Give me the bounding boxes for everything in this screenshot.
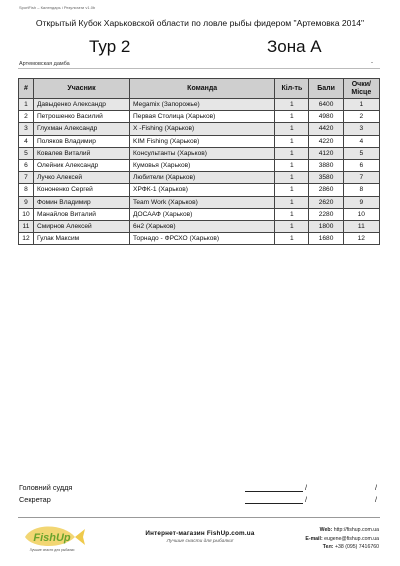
results-table	[18, 78, 380, 245]
table-header-row	[19, 79, 380, 99]
cell-points: 2860	[309, 184, 343, 196]
cell-participant: Ковалев Виталий	[33, 147, 129, 159]
cell-place: 5	[343, 147, 379, 159]
cell-participant: Глухман Александр	[33, 123, 129, 135]
head-judge-label: Головний суддя	[19, 483, 73, 492]
cell-participant: Кононенко Сергей	[33, 184, 129, 196]
cell-participant: Поляков Владимир	[33, 135, 129, 147]
web-link[interactable]: http://fishup.com.ua	[333, 527, 379, 533]
table-row	[19, 220, 380, 232]
table-row	[19, 147, 380, 159]
secretary-slash-1: /	[305, 495, 308, 504]
cell-place: 12	[343, 233, 379, 245]
table-row	[19, 196, 380, 208]
cell-number: 10	[19, 208, 34, 220]
svg-text:FishUp: FishUp	[33, 532, 71, 544]
cell-participant: Давыденко Александр	[33, 99, 129, 111]
cell-points: 3880	[309, 159, 343, 171]
cell-place: 11	[343, 220, 379, 232]
cell-number: 12	[19, 233, 34, 245]
footer-divider	[18, 517, 380, 518]
cell-team: Консультанты (Харьков)	[130, 147, 275, 159]
cell-points: 2620	[309, 196, 343, 208]
cell-number: 8	[19, 184, 34, 196]
cell-count: 1	[275, 196, 309, 208]
cell-place: 9	[343, 196, 379, 208]
contacts-block	[305, 526, 379, 552]
cell-participant: Лучко Алексей	[33, 172, 129, 184]
cell-team: X -Fishing (Харьков)	[130, 123, 275, 135]
head-judge-slash-1: /	[305, 483, 308, 492]
cell-count: 1	[275, 233, 309, 245]
secretary-slash-2: /	[375, 495, 378, 504]
cell-place: 6	[343, 159, 379, 171]
col-header-count: Кіл-ть	[275, 79, 309, 99]
cell-points: 4120	[309, 147, 343, 159]
cell-points: 3580	[309, 172, 343, 184]
fishup-logo	[19, 521, 87, 553]
cell-count: 1	[275, 99, 309, 111]
cell-number: 7	[19, 172, 34, 184]
web-label: Web:	[319, 527, 333, 533]
cell-count: 1	[275, 135, 309, 147]
cell-team: ХРФК-1 (Харьков)	[130, 184, 275, 196]
cell-points: 1800	[309, 220, 343, 232]
cell-team: Любители (Харьков)	[130, 172, 275, 184]
venue-label: Артемовская дамба	[19, 61, 70, 67]
cell-number: 4	[19, 135, 34, 147]
cell-count: 1	[275, 159, 309, 171]
cell-points: 6400	[309, 99, 343, 111]
cell-number: 2	[19, 111, 34, 123]
cell-points: 4980	[309, 111, 343, 123]
svg-text:Лучшие снасти для рыбалки: Лучшие снасти для рыбалки	[29, 548, 75, 552]
page-title: Открытый Кубок Харьковской области по ловле рыбы фидером "Артемовка 2014"	[35, 18, 365, 28]
cell-place: 7	[343, 172, 379, 184]
cell-points: 4420	[309, 123, 343, 135]
cell-count: 1	[275, 184, 309, 196]
cell-team: Team Work (Харьков)	[130, 196, 275, 208]
cell-team: Megamix (Запорожье)	[130, 99, 275, 111]
table-row	[19, 123, 380, 135]
cell-count: 1	[275, 147, 309, 159]
shop-name: Интернет-магазин FishUp.com.ua	[145, 530, 255, 537]
secretary-signature-line	[245, 503, 303, 504]
software-line: SportFish – Календарь і Результати v1.0b	[19, 5, 96, 10]
cell-count: 1	[275, 220, 309, 232]
cell-team: Торнадо - ФРСХО (Харьков)	[130, 233, 275, 245]
col-header-points: Бали	[309, 79, 343, 99]
cell-participant: Олейник Александр	[33, 159, 129, 171]
cell-number: 5	[19, 147, 34, 159]
cell-participant: Гулак Максим	[33, 233, 129, 245]
cell-count: 1	[275, 208, 309, 220]
head-judge-signature-line	[245, 491, 303, 492]
cell-place: 2	[343, 111, 379, 123]
cell-team: KIM Fishing (Харьков)	[130, 135, 275, 147]
col-header-number: #	[19, 79, 34, 99]
table-row	[19, 159, 380, 171]
header-divider	[18, 68, 380, 69]
cell-number: 9	[19, 196, 34, 208]
cell-number: 3	[19, 123, 34, 135]
cell-place: 1	[343, 99, 379, 111]
cell-participant: Манайлов Виталий	[33, 208, 129, 220]
email-link[interactable]: eugene@fishup.com.ua	[324, 535, 379, 542]
cell-points: 1680	[309, 233, 343, 245]
tour-label: Тур 2	[89, 37, 131, 56]
cell-participant: Фомин Владимир	[33, 196, 129, 208]
col-header-participant: Учасник	[33, 79, 129, 99]
col-header-place: Очки/ Місце	[343, 79, 379, 99]
table-row	[19, 99, 380, 111]
cell-team: Первая Столица (Харьков)	[130, 111, 275, 123]
cell-team: ДОСААФ (Харьков)	[130, 208, 275, 220]
cell-count: 1	[275, 111, 309, 123]
cell-points: 2280	[309, 208, 343, 220]
cell-participant: Петрошенко Василий	[33, 111, 129, 123]
venue-dash: -	[371, 60, 373, 66]
table-row	[19, 184, 380, 196]
cell-number: 11	[19, 220, 34, 232]
col-header-team: Команда	[130, 79, 275, 99]
cell-number: 1	[19, 99, 34, 111]
table-row	[19, 111, 380, 123]
table-row	[19, 135, 380, 147]
phone-number: +38 (095) 7416760	[335, 544, 379, 551]
cell-place: 3	[343, 123, 379, 135]
cell-place: 10	[343, 208, 379, 220]
cell-team: 6н2 (Харьков)	[130, 220, 275, 232]
cell-place: 8	[343, 184, 379, 196]
cell-count: 1	[275, 172, 309, 184]
cell-count: 1	[275, 123, 309, 135]
phone-label: Тел:	[322, 544, 334, 551]
zone-label: Зона А	[267, 37, 322, 56]
cell-participant: Смирнов Алексей	[33, 220, 129, 232]
table-row	[19, 233, 380, 245]
shop-slogan: Лучшие снасти для рыбалки!	[166, 539, 234, 544]
table-row	[19, 172, 380, 184]
cell-place: 4	[343, 135, 379, 147]
email-label: E-mail:	[305, 535, 323, 542]
cell-team: Кумовья (Харьков)	[130, 159, 275, 171]
cell-number: 6	[19, 159, 34, 171]
head-judge-slash-2: /	[375, 483, 378, 492]
secretary-label: Секретар	[19, 495, 51, 504]
table-row	[19, 208, 380, 220]
cell-points: 4220	[309, 135, 343, 147]
